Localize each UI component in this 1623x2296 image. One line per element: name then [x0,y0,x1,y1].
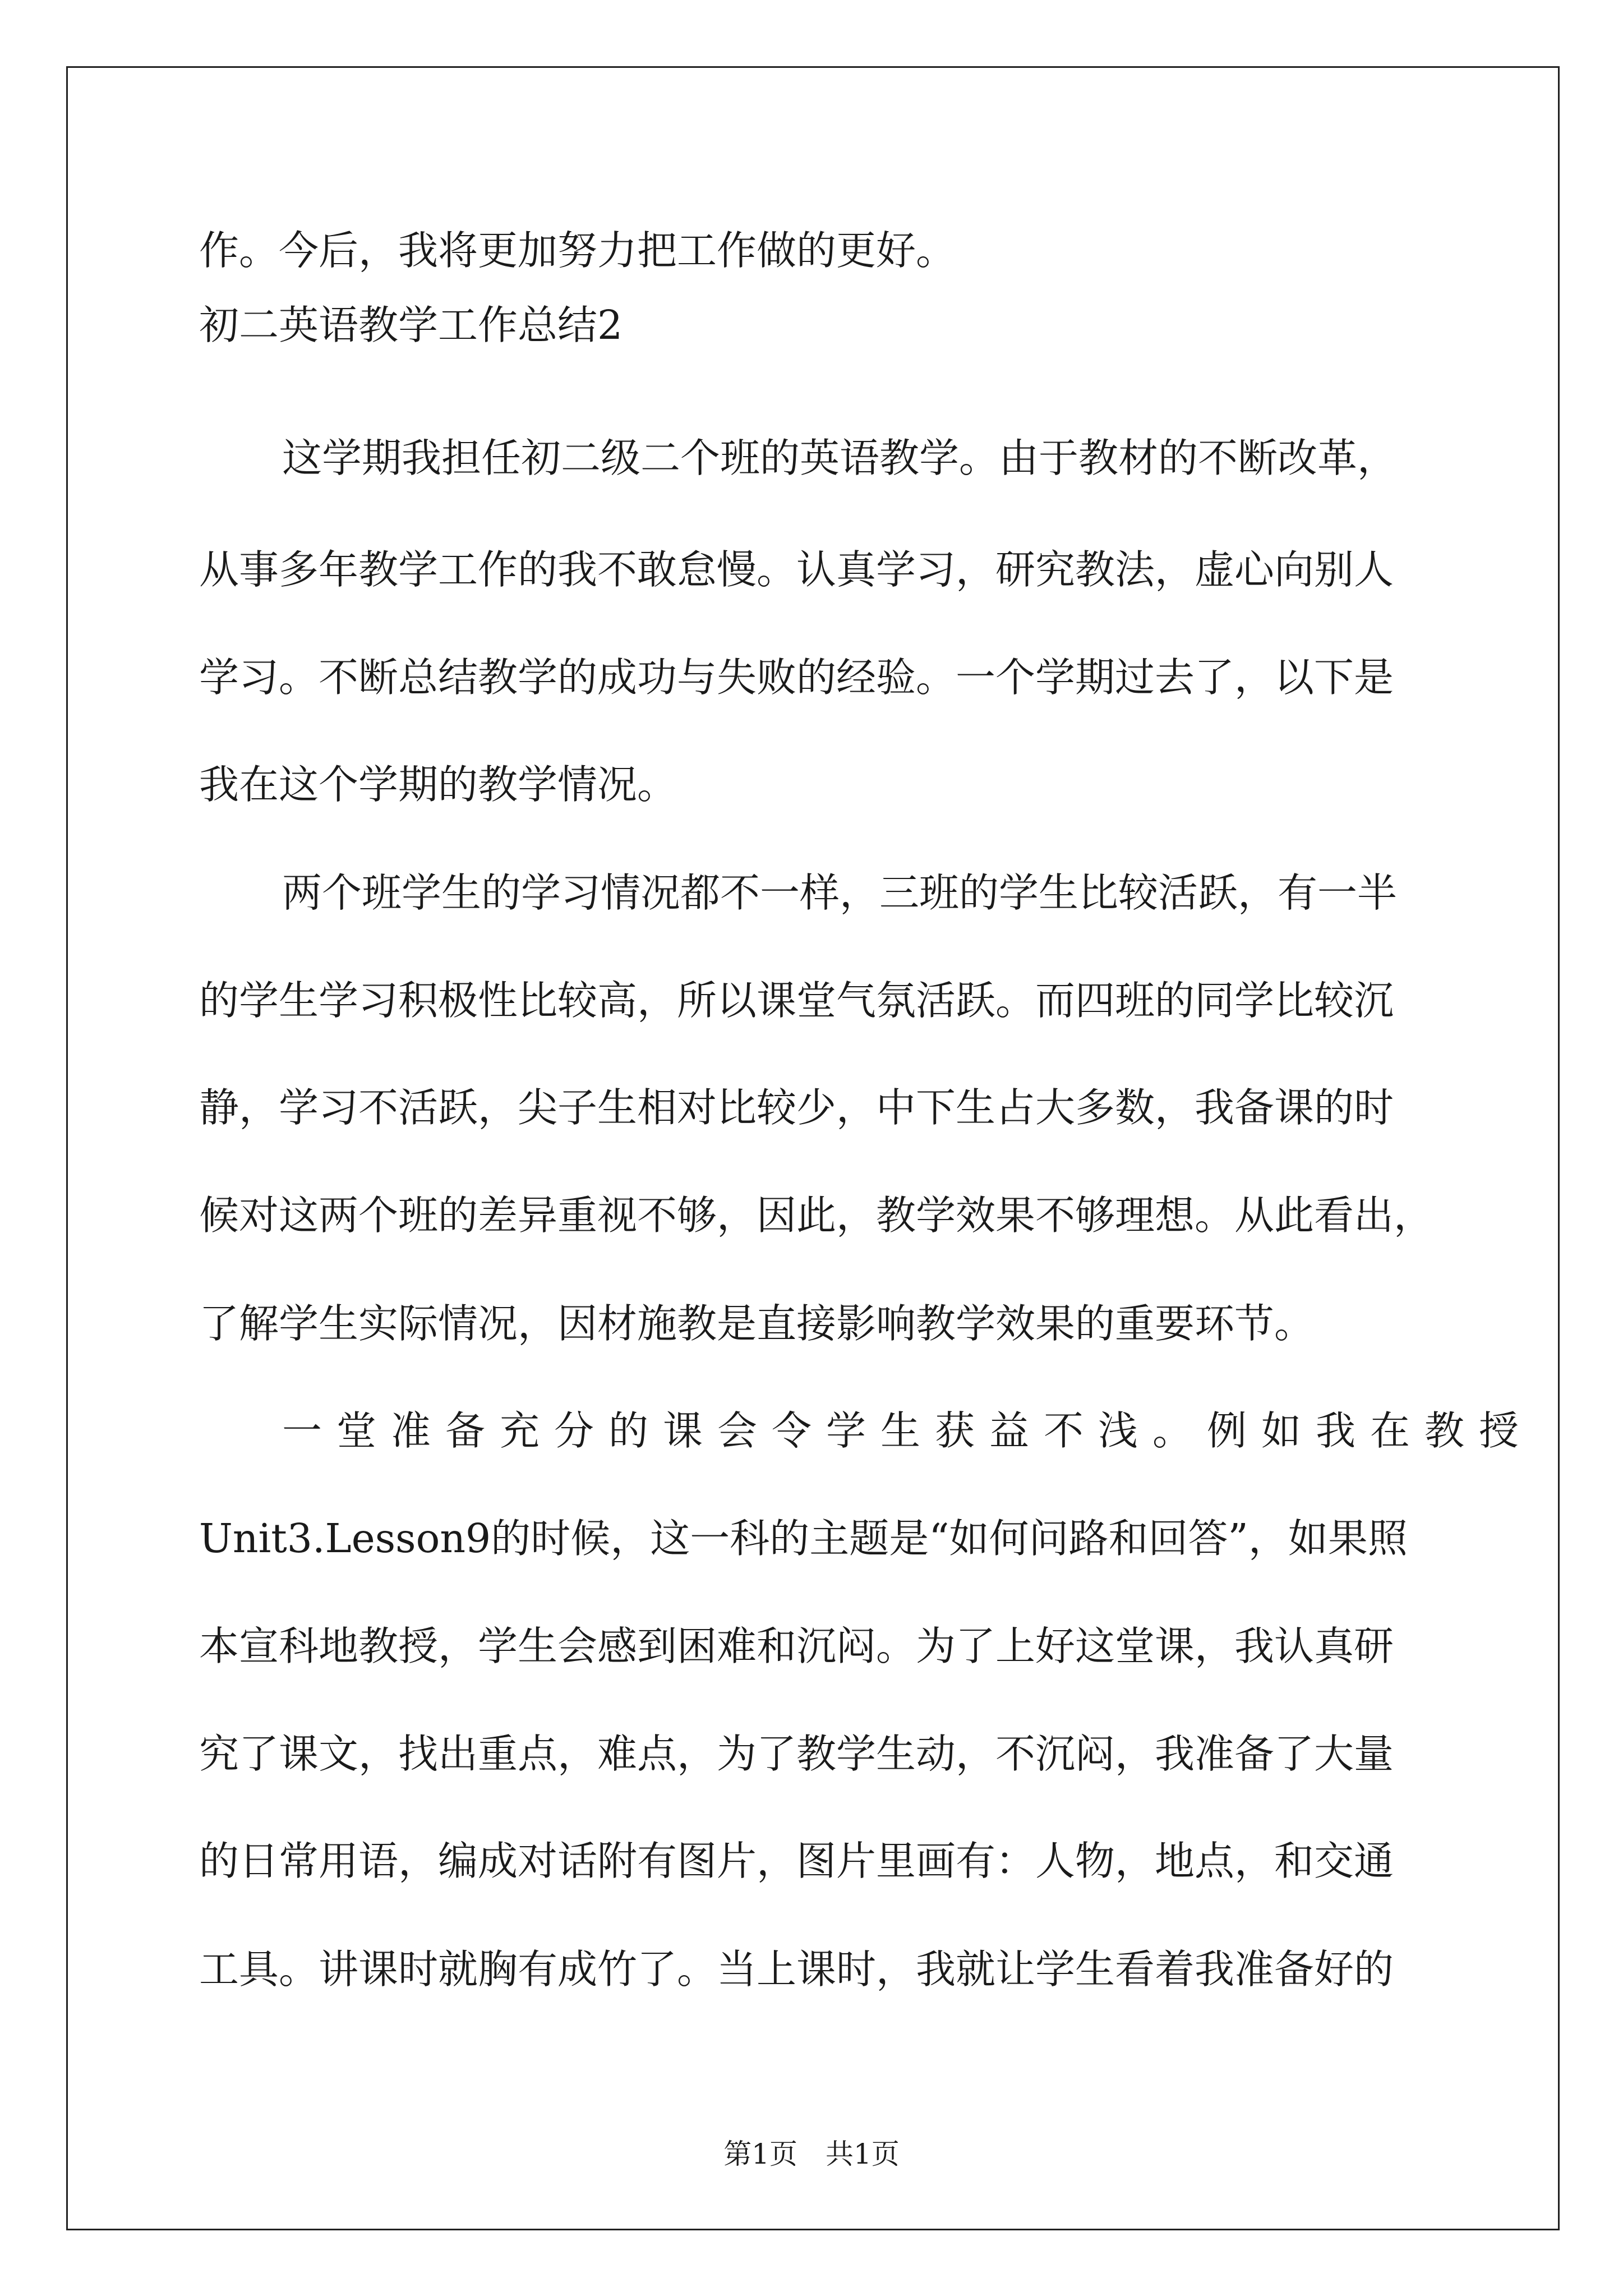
page-number-footer: 第1页 共1页 [723,2138,900,2170]
paragraph-line: 候对这两个班的差异重视不够，因此，教学效果不够理想。从此看出， [199,1192,1434,1239]
paragraph-line: 的学生学习积极性比较高，所以课堂气氛活跃。而四班的同学比较沉 [199,977,1394,1024]
paragraph-line: 从事多年教学工作的我不敢怠慢。认真学习，研究教法，虚心向别人 [199,546,1394,593]
paragraph-line: 两个班学生的学习情况都不一样，三班的学生比较活跃，有一半 [282,869,1398,916]
paragraph-line: 这学期我担任初二级二个班的英语教学。由于教材的不断改革， [282,435,1398,481]
paragraph-line: 一堂准备充分的课会令学生获益不浅。例如我在教授 [282,1407,1534,1454]
section-heading: 初二英语教学工作总结2 [199,302,623,348]
paragraph-line: 究了课文，找出重点，难点，为了教学生动，不沉闷，我准备了大量 [199,1731,1394,1777]
paragraph-line: 本宣科地教授，学生会感到困难和沉闷。为了上好这堂课，我认真研 [199,1623,1394,1669]
page-border [66,66,1560,2230]
paragraph-line: 作。今后，我将更加努力把工作做的更好。 [199,227,956,274]
paragraph-line: 工具。讲课时就胸有成竹了。当上课时，我就让学生看着我准备好的 [199,1946,1394,1993]
paragraph-line: 学习。不断总结教学的成功与失败的经验。一个学期过去了，以下是 [199,654,1394,701]
paragraph-line: 了解学生实际情况，因材施教是直接影响教学效果的重要环节。 [199,1300,1315,1347]
paragraph-line: Unit3.Lesson9的时候，这一科的主题是“如何问路和回答”，如果照 [199,1515,1408,1562]
paragraph-line: 的日常用语，编成对话附有图片，图片里画有：人物，地点，和交通 [199,1838,1394,1884]
paragraph-line: 我在这个学期的教学情况。 [199,761,677,808]
paragraph-line: 静，学习不活跃，尖子生相对比较少，中下生占大多数，我备课的时 [199,1084,1394,1131]
